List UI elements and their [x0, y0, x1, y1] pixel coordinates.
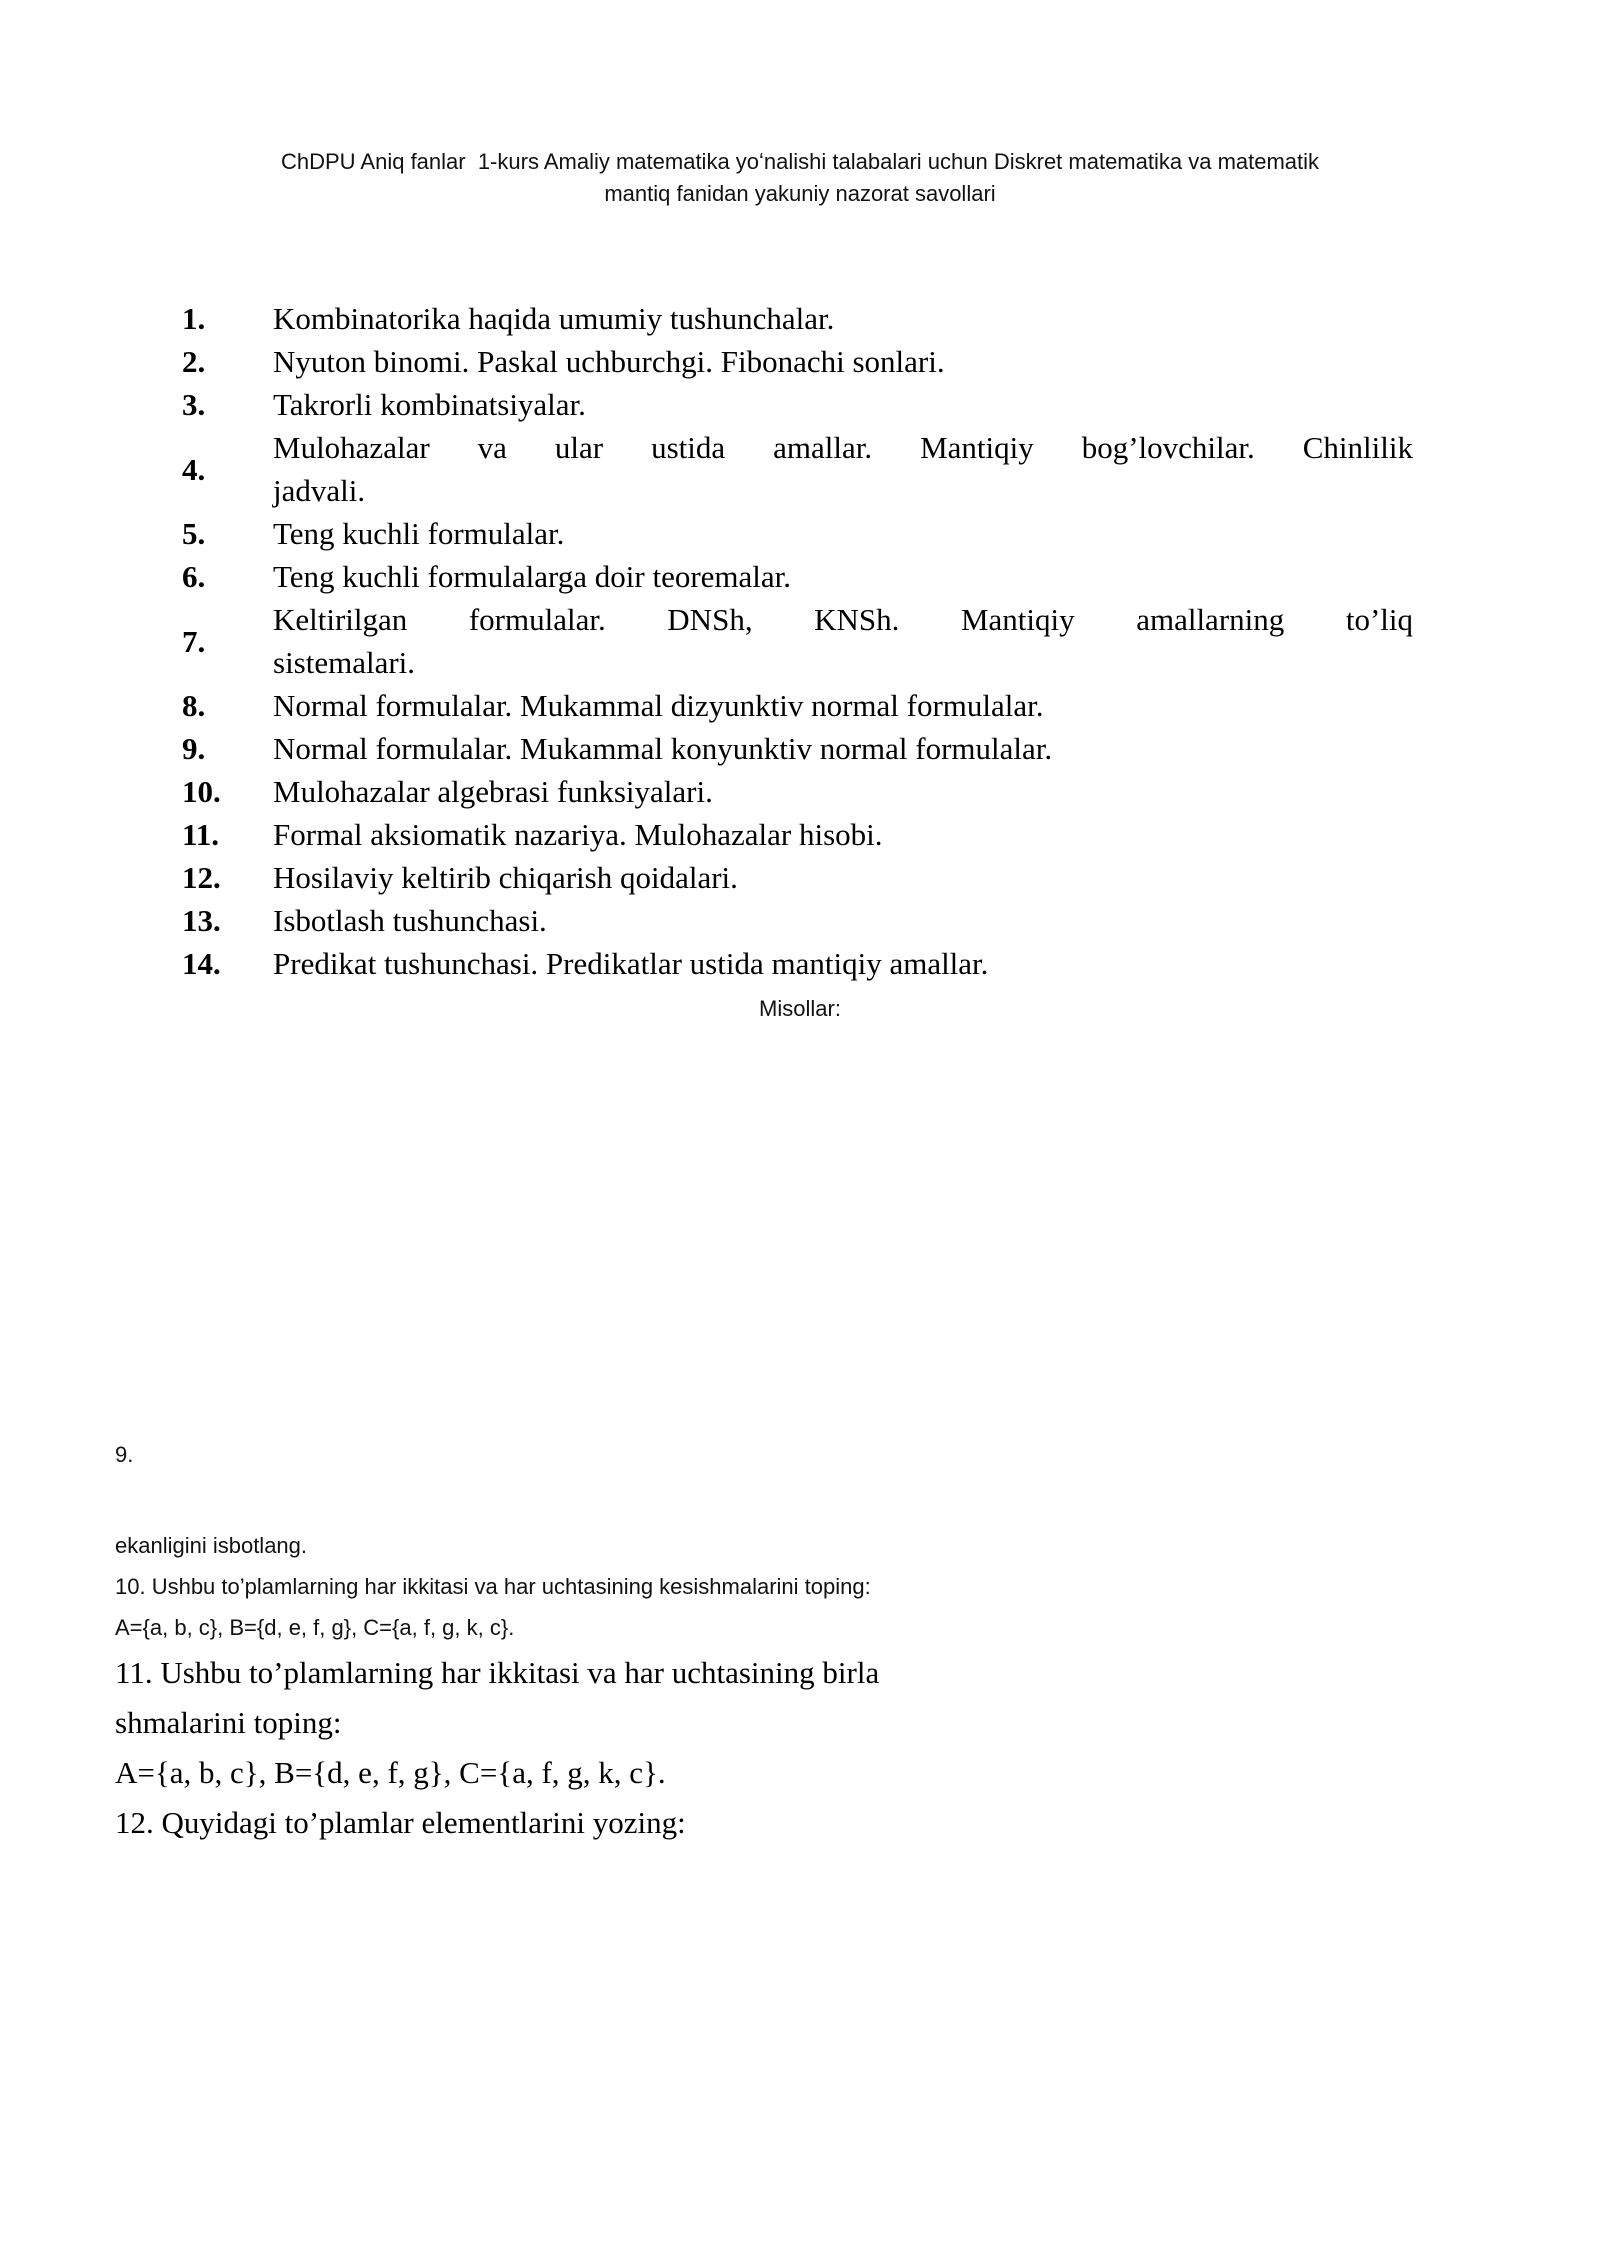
list-item-text: Normal formulalar. Mukammal dizyunktiv normal formulalar. [273, 688, 1044, 723]
list-item-text: Teng kuchli formulalar. [273, 516, 565, 551]
list-item-number: 12. [182, 860, 221, 895]
list-item [182, 598, 1413, 684]
list-item-number: 4. [182, 451, 206, 487]
list-item [182, 426, 1413, 512]
list-item [182, 942, 1413, 985]
example-11-12-block [115, 1648, 1495, 1848]
list-item-text: Hosilaviy keltirib chiqarish qoidalari. [273, 860, 738, 895]
example-serif-line: 12. Quyidagi to’plamlar elementlarini yozing: [115, 1805, 686, 1840]
document-title-line-2: mantiq fanidan yakuniy nazorat savollari [604, 181, 996, 206]
list-item-number: 6. [182, 559, 206, 594]
example-9-proof-line: ekanligini isbotlang. [115, 1533, 308, 1558]
list-item [182, 555, 1413, 598]
examples-heading: Misollar: [759, 996, 841, 1021]
list-item-text: Mulohazalar algebrasi funksiyalari. [273, 774, 713, 809]
list-item-text: Formal aksiomatik nazariya. Mulohazalar hisobi. [273, 817, 883, 852]
list-item-number: 9. [182, 731, 206, 766]
example-10-sets: A={a, b, c}, B={d, e, f, g}, C={a, f, g, k, c}. [115, 1615, 515, 1640]
list-item [182, 383, 1413, 426]
example-serif-line: shmalarini toping: [115, 1705, 342, 1740]
list-item [182, 770, 1413, 813]
list-item [182, 727, 1413, 770]
list-item-text: Takrorli kombinatsiyalar. [273, 387, 586, 422]
list-item-number: 10. [182, 774, 221, 809]
list-item-text: Nyuton binomi. Paskal uchburchgi. Fibonachi sonlari. [273, 344, 945, 379]
example-serif-line: 11. Ushbu to’plamlarning har ikkitasi va har uchtasining birla [115, 1655, 880, 1690]
list-item-text: Predikat tushunchasi. Predikatlar ustida mantiqiy amallar. [273, 946, 989, 981]
list-item-text: Isbotlash tushunchasi. [273, 903, 547, 938]
document-title-line-1: ChDPU Aniq fanlar 1-kurs Amaliy matematika yoʻnalishi talabalari uchun Diskret matematika va matematik [280, 149, 1320, 174]
list-item-number: 14. [182, 946, 221, 981]
list-item-text: Mulohazalar va ular ustida amallar. Mantiqiy bog’lovchilar. Chinlilik jadvali. [273, 430, 1413, 508]
list-item [182, 340, 1413, 383]
list-item-text: Keltirilgan formulalar. DNSh, KNSh. Mantiqiy amallarning to’liq sistemalari. [273, 602, 1413, 680]
list-item [182, 813, 1413, 856]
list-item-text: Normal formulalar. Mukammal konyunktiv normal formulalar. [273, 731, 1053, 766]
list-item-number: 1. [182, 301, 206, 336]
list-item-number: 2. [182, 344, 206, 379]
list-item-number: 5. [182, 516, 206, 551]
list-item [182, 684, 1413, 727]
list-item-number: 13. [182, 903, 221, 938]
question-list [182, 297, 1413, 985]
list-item-number: 7. [182, 623, 206, 659]
example-9-number: 9. [115, 1442, 134, 1467]
list-item-text: Teng kuchli formulalarga doir teoremalar. [273, 559, 792, 594]
list-item [182, 297, 1413, 340]
list-item-number: 11. [182, 817, 220, 852]
list-item [182, 856, 1413, 899]
list-item [182, 512, 1413, 555]
list-item-number: 3. [182, 387, 206, 422]
example-serif-line: A={a, b, c}, B={d, e, f, g}, C={a, f, g, k, c}. [115, 1755, 666, 1790]
document-title [0, 146, 1600, 210]
list-item-text: Kombinatorika haqida umumiy tushunchalar. [273, 301, 835, 336]
example-10-text: 10. Ushbu to’plamlarning har ikkitasi va har uchtasining kesishmalarini toping: [115, 1574, 871, 1599]
list-item [182, 899, 1413, 942]
list-item-number: 8. [182, 688, 206, 723]
